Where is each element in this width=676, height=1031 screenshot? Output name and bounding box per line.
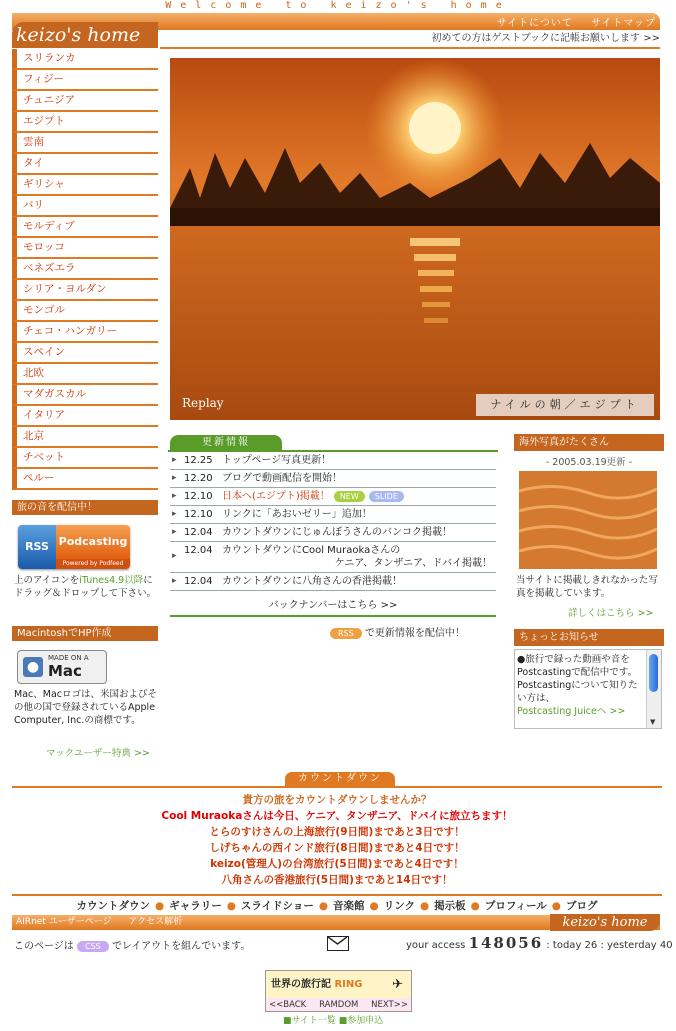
news-row[interactable] [170,488,496,506]
countdown-line: 八角さんの香港旅行(5日間)まであと14日です！ [221,874,453,886]
sidebar [12,49,158,490]
news-text: カウントダウンに八角さんの香港掲載！ [222,576,402,587]
photo-thumbnail[interactable] [519,471,657,569]
news-text: トップページ写真更新！ [222,455,332,466]
bullet-icon: ● [420,900,430,912]
news-row[interactable] [170,573,496,591]
rss-note [330,624,465,639]
access-count: 148056 [468,934,544,952]
footer-nav-bbs[interactable]: 掲示板 [434,900,466,912]
news-text: ブログで動画配信を開始！ [222,473,342,484]
podcast-heading: 旅の音を配信中！ [12,500,158,515]
sidebar-item[interactable]: スリランカ [12,49,158,70]
news-date: 12.10 [184,491,213,502]
sidebar-item[interactable]: ギリシャ [12,175,158,196]
ring-random[interactable]: RAMDOM [319,1000,359,1010]
countdown-divider [12,786,662,788]
sidebar-item[interactable]: チュニジア [12,91,158,112]
top-nav-about[interactable]: サイトについて [496,18,573,29]
news-row[interactable] [170,506,496,524]
news-text: カウントダウンにCool Muraokaさんの [222,545,401,556]
mail-envelope-flap [328,937,347,949]
notice-text: ●旅行で録った動画や音をPostcastingで配信中です。Postcastingについて知りたい方は、 [517,654,638,704]
news-date: 12.04 [184,576,213,587]
photo-text: 当サイトに掲載しきれなかった写真を掲載しています。 [516,575,658,599]
mac-user-link[interactable]: マックユーザー特典 >> [46,748,150,759]
bullet-icon: ● [318,900,329,912]
access-analysis-link[interactable]: アクセス解析 [128,917,183,927]
news-text: カウントダウンにじゅんぼうさんのバンコク掲載！ [222,527,452,538]
countdown-line: とらのすけさんの上海旅行(9日間)まであと3日です！ [209,826,465,838]
sidebar-item[interactable]: イタリア [12,406,158,427]
made-on-mac-badge[interactable] [17,650,107,684]
slide-badge: SLIDE [369,491,404,502]
top-nav [483,14,656,29]
ring-links [283,1013,383,1026]
sidebar-item[interactable]: シリア・ヨルダン [12,280,158,301]
footer-nav-countdown[interactable]: カウントダウン [76,900,151,912]
news-row[interactable] [170,452,496,470]
podfeed-credit: Powered by Podfeed [56,559,130,569]
sidebar-item[interactable]: タイ [12,154,158,175]
notice-box [514,649,662,729]
css-note-text-1: このページは [14,941,74,952]
bullet-icon: ● [551,900,561,912]
mac-badge-top: MADE ON A [48,654,89,662]
guestbook-link[interactable]: 初めての方はゲストブックに記帳お願いします >> [160,31,660,49]
sidebar-item[interactable]: エジプト [12,112,158,133]
podcast-text-1: 上のアイコンを [14,575,80,586]
news-text: リンクに「あおいゼリー」追加！ [222,509,372,520]
footer-nav-music[interactable]: 音楽館 [333,900,365,912]
css-pill: CSS [77,941,109,952]
access-counter [406,934,673,952]
apple-icon: ● [23,657,43,677]
news-heading: 更新情報 [170,435,282,450]
sidebar-item[interactable]: モルディブ [12,217,158,238]
mail-icon[interactable] [327,936,349,951]
desert-image [519,471,657,569]
sidebar-item[interactable]: 北欧 [12,364,158,385]
ring-join[interactable]: ■参加申込 [338,1016,384,1026]
footer-logo[interactable]: keizo's home [550,914,660,931]
notice-scrollbar[interactable] [646,650,661,728]
footer-nav-links[interactable]: リンク [383,900,415,912]
news-date: 12.04 [184,545,213,556]
footer-nav-blog[interactable]: ブログ [565,900,598,912]
sidebar-item[interactable]: チェコ・ハンガリー [12,322,158,343]
sidebar-item[interactable]: チベット [12,448,158,469]
bullet-icon: ● [226,900,236,912]
countdown-lead: 貴方の旅をカウントダウンしませんか？ [242,794,432,806]
backnumber-link[interactable]: バックナンバーはこちら >> [170,599,496,617]
new-badge: NEW [334,491,365,502]
countdown-line: Cool Muraokaさんは今日、ケニア、タンザニア、ドバイに旅立ちます！ [161,810,513,822]
replay-button[interactable]: Replay [182,396,224,410]
ring-next[interactable]: NEXT>> [371,1000,408,1010]
scroll-down-icon[interactable]: ▼ [650,718,656,726]
podcast-text [14,574,158,600]
countdown-list [12,792,662,888]
countdown-heading: カウントダウン [285,772,395,786]
sidebar-item[interactable]: マダガスカル [12,385,158,406]
countdown-line: keizo(管理人)の台湾旅行(5日間)まであと4日です！ [210,858,464,870]
ring-back[interactable]: <<BACK [269,1000,307,1010]
sidebar-item[interactable]: 北京 [12,427,158,448]
notice-heading: ちょっとお知らせ [514,629,664,646]
scroll-thumb[interactable] [649,654,658,692]
bullet-icon: ● [470,900,480,912]
mac-text: Mac、Macロゴは、米国およびその他の国で登録されているApple Computer, Inc.の商標です。 [14,689,157,726]
footer-nav [12,894,662,916]
bullet-icon: ● [155,900,165,912]
news-text: 日本へ(エジプト)掲載！ [222,491,330,502]
sidebar-item[interactable]: モロッコ [12,238,158,259]
ring-title-1: 世界の旅行記 [271,979,331,990]
news-date: 12.25 [184,455,213,466]
access-rest: : today 26 : yesterday 40 [546,940,673,951]
ring-site-list[interactable]: ■サイト一覧 [283,1016,336,1026]
mac-badge-main: Mac [48,662,82,680]
countdown-line: しげちゃんの西インド旅行(8日間)まであと4日です！ [209,842,465,854]
ring-title [266,971,411,998]
travel-ring-banner[interactable] [265,970,412,1012]
podcast-badge[interactable] [18,525,130,569]
sidebar-item[interactable]: スペイン [12,343,158,364]
mac-heading: MacintoshでHP作成 [12,626,158,641]
podcasting-badge-part: Podcasting [56,525,130,559]
sidebar-item[interactable]: バリ [12,196,158,217]
rss-badge-part: RSS [18,525,56,569]
nile-sunset-image [170,58,660,420]
photo-link[interactable]: 詳しくはこちら >> [568,608,654,619]
hero-caption: ナイルの朝／エジプト [476,394,654,416]
photo-heading: 海外写真がたくさん [514,434,664,451]
bullet-icon: ● [369,900,379,912]
site-logo[interactable]: keizo's home [12,22,158,48]
hero-photo [170,58,660,420]
news-text-continued: ケニア、タンザニア、ドバイ掲載！ [334,558,492,569]
footer-nav-gallery[interactable]: ギャラリー [169,900,222,912]
footer-nav-profile[interactable]: プロフィール [484,900,547,912]
css-note [14,937,250,952]
photo-date: - 2005.03.19更新 - [545,457,633,468]
access-label: your access [406,940,466,951]
top-nav-sitemap[interactable]: サイトマップ [591,18,656,29]
sidebar-item[interactable]: モンゴル [12,301,158,322]
footer-nav-slideshow[interactable]: スライドショー [240,900,314,912]
rss-pill[interactable]: RSS [330,628,362,639]
news-row[interactable] [170,470,496,488]
itunes-link[interactable]: iTunes4.9以降 [79,575,144,586]
podcast-text-2: にドラッグ＆ドロップして下さい。 [14,575,157,599]
airplane-icon: ✈ [392,977,403,992]
ring-nav [266,999,411,1011]
css-note-text-2: でレイアウトを組んでいます。 [111,941,251,952]
news-date: 12.10 [184,509,213,520]
news-row[interactable] [170,524,496,542]
news-date: 12.04 [184,527,213,538]
welcome-banner: Welcome to keizo's home [165,0,511,11]
notice-link[interactable]: Postcasting Juiceへ >> [517,706,626,717]
airnet-link[interactable]: AIRnet ユーザーページ [16,917,112,927]
sidebar-item[interactable]: ペルー [12,469,158,490]
rss-note-text: で更新情報を配信中！ [364,628,465,639]
news-date: 12.20 [184,473,213,484]
news-list [170,452,496,591]
ring-title-2: RING [334,979,363,990]
sidebar-item[interactable]: ベネズエラ [12,259,158,280]
sidebar-item[interactable]: 雲南 [12,133,158,154]
sidebar-item[interactable]: フィジー [12,70,158,91]
news-row[interactable] [170,542,496,573]
